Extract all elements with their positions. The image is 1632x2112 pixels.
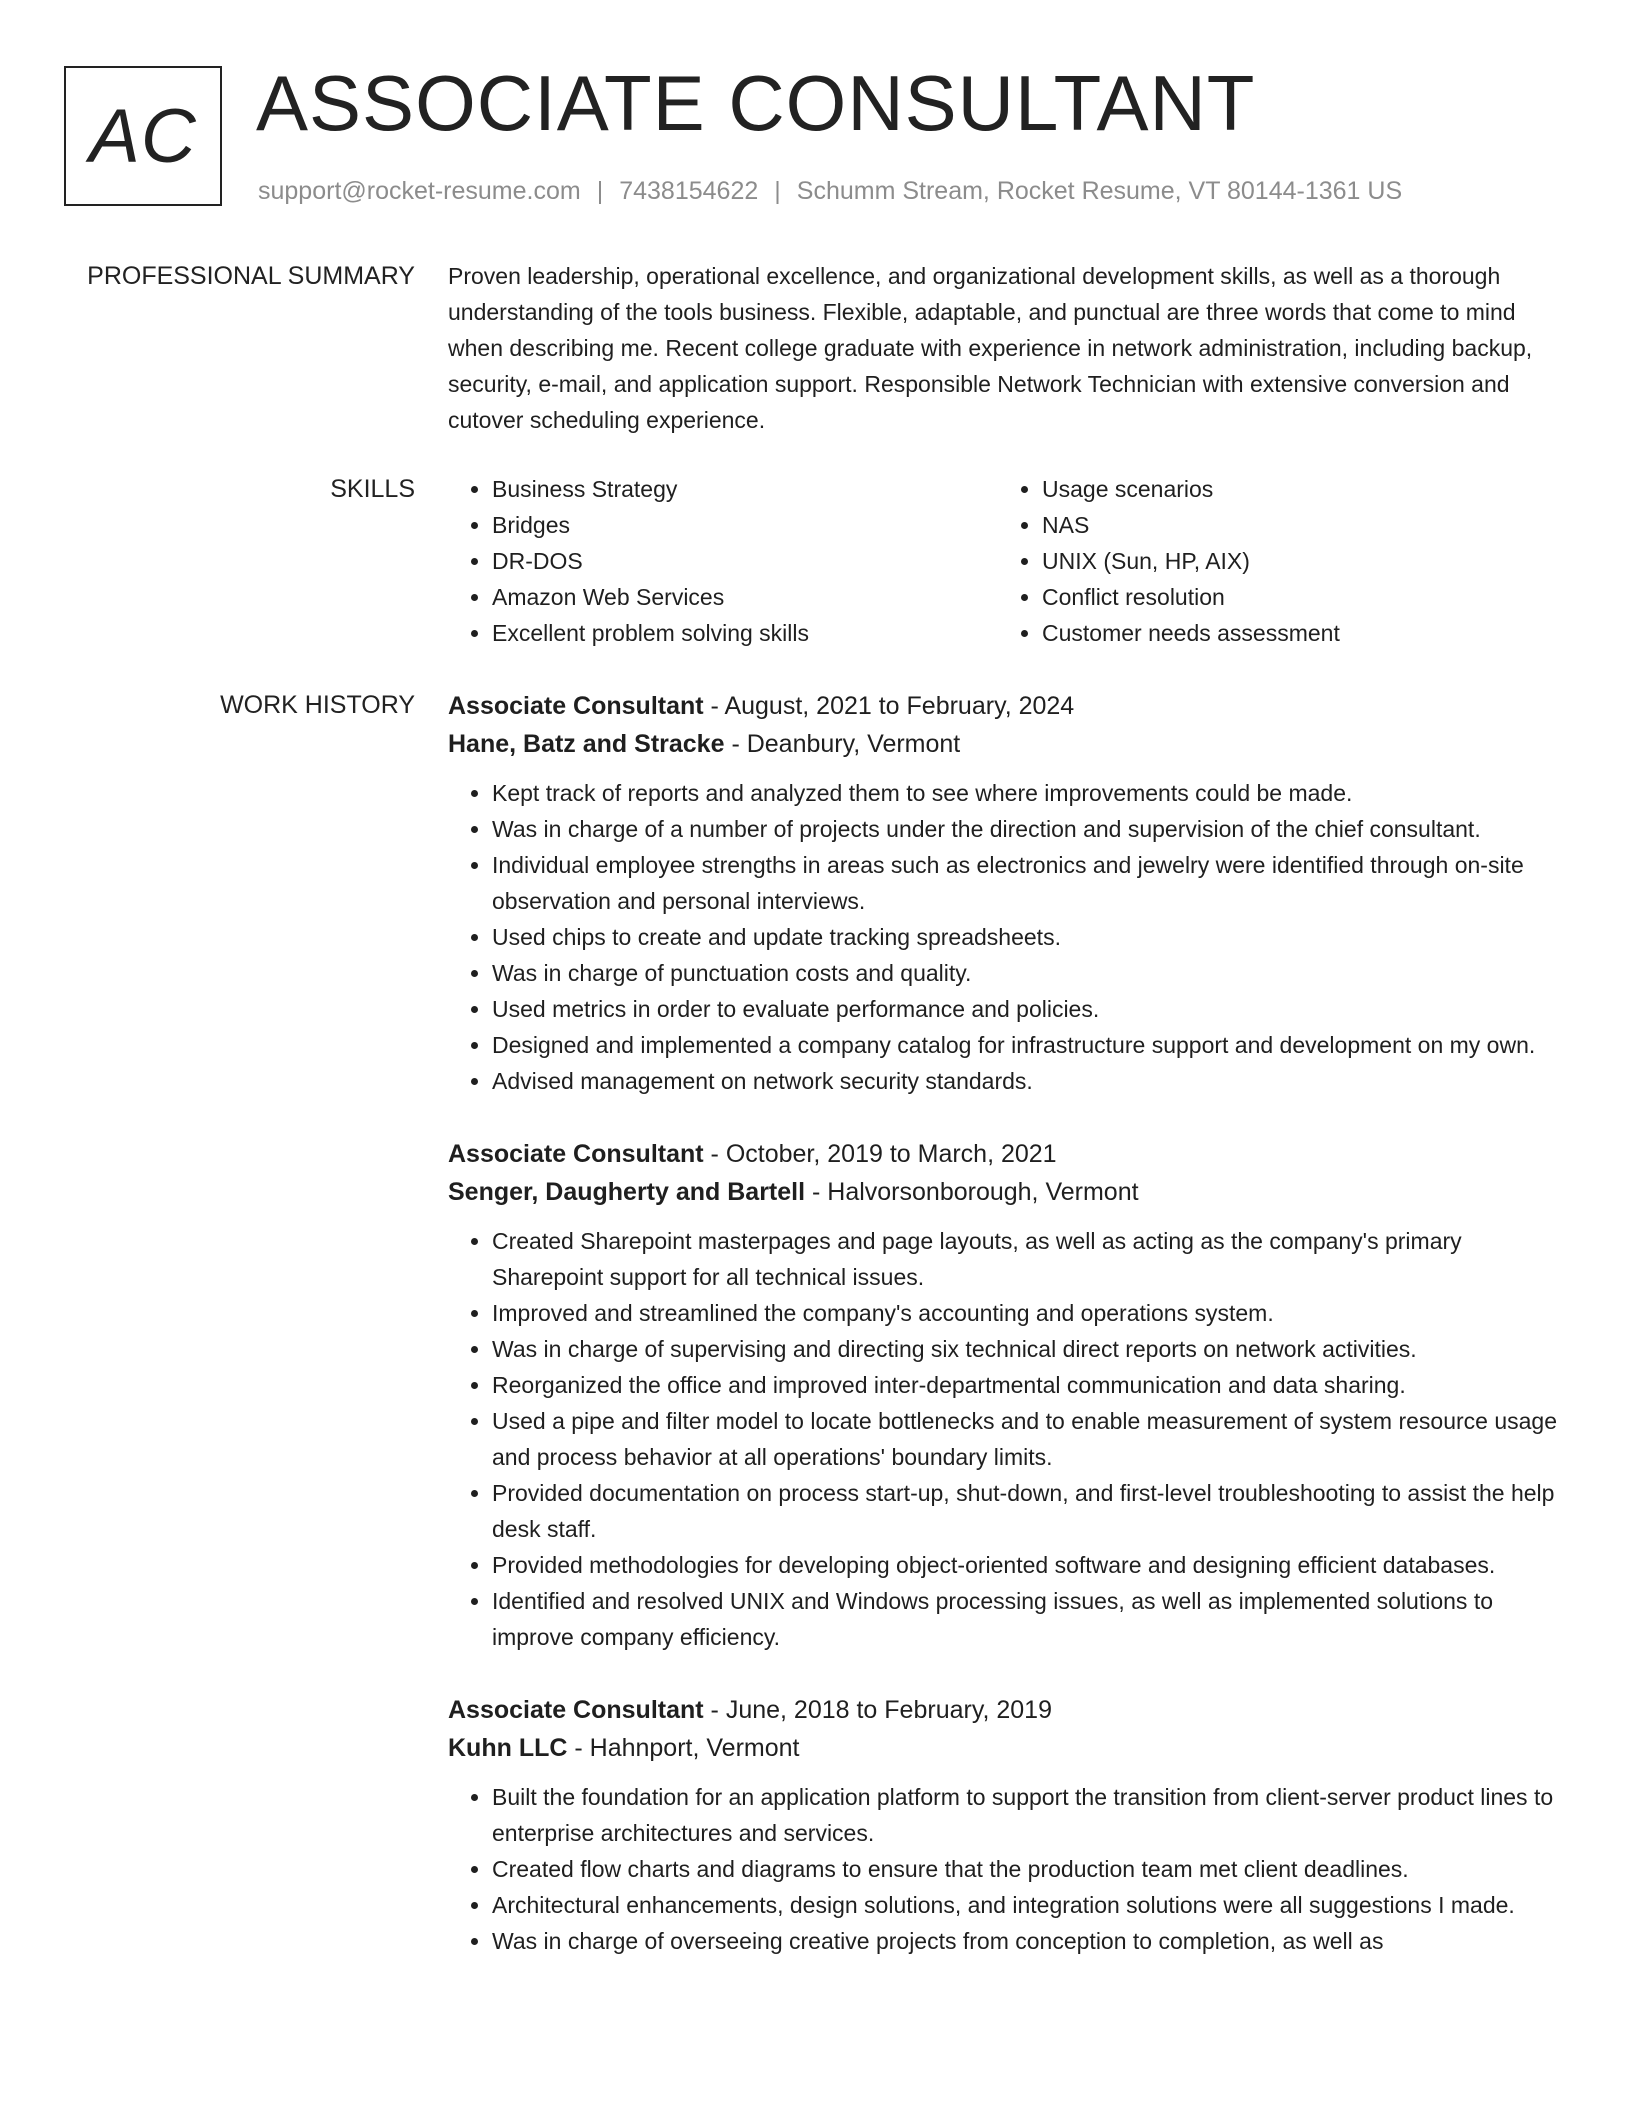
skill-item: • Bridges (492, 507, 998, 543)
job-company: Kuhn LLC (448, 1734, 568, 1762)
job-title-line (448, 687, 1568, 725)
job-location: - Halvorsonborough, Vermont (805, 1178, 1139, 1206)
job-dates: - August, 2021 to February, 2024 (703, 692, 1075, 720)
skill-item: • Customer needs assessment (1042, 615, 1548, 651)
job-dates: - June, 2018 to February, 2019 (703, 1696, 1052, 1724)
job-bullet: • Kept track of reports and analyzed them to see where improvements could be made. (492, 775, 1568, 811)
job-company: Senger, Daugherty and Bartell (448, 1178, 806, 1206)
job-title-line (448, 1691, 1568, 1729)
job-bullet: • Identified and resolved UNIX and Windows processing issues, as well as implemented solutions to improve company efficiency. (492, 1583, 1568, 1655)
job-bullet: • Individual employee strengths in areas such as electronics and jewelry were identified through on-site observation and personal interviews. (492, 847, 1568, 919)
job-bullet: • Used chips to create and update tracking spreadsheets. (492, 919, 1568, 955)
job-company-line (448, 1173, 1568, 1211)
job-entry (448, 1691, 1568, 1959)
job-bullet-list (448, 1779, 1568, 1959)
skill-item: • Business Strategy (492, 471, 998, 507)
page-title: ASSOCIATE CONSULTANT (256, 59, 1256, 147)
job-company-line (448, 725, 1568, 763)
skills-list-left (448, 471, 998, 651)
summary-heading: PROFESSIONAL SUMMARY (87, 262, 415, 290)
job-bullet: • Improved and streamlined the company's accounting and operations system. (492, 1295, 1568, 1331)
contact-separator: | (774, 177, 781, 205)
work-history-body (448, 687, 1568, 1995)
work-history-heading: WORK HISTORY (220, 691, 415, 719)
job-title-line (448, 1135, 1568, 1173)
job-bullet: • Designed and implemented a company catalog for infrastructure support and development on my own. (492, 1027, 1568, 1063)
skills-list-right (998, 471, 1548, 651)
job-bullet: • Used metrics in order to evaluate performance and policies. (492, 991, 1568, 1027)
job-entry (448, 687, 1568, 1099)
job-entry (448, 1135, 1568, 1655)
job-bullet: • Was in charge of overseeing creative projects from conception to completion, as well as (492, 1923, 1568, 1959)
contact-separator: | (596, 177, 604, 205)
skill-item: • DR-DOS (492, 543, 998, 579)
job-bullet: • Used a pipe and filter model to locate bottlenecks and to enable measurement of system resource usage and process behavior at all operations' boundary limits. (492, 1403, 1568, 1475)
skills-body (448, 471, 1568, 651)
skill-item: • Conflict resolution (1042, 579, 1548, 615)
skill-item: • UNIX (Sun, HP, AIX) (1042, 543, 1548, 579)
skills-heading: SKILLS (330, 475, 415, 503)
skill-item: • Usage scenarios (1042, 471, 1548, 507)
job-bullet: • Was in charge of a number of projects under the direction and supervision of the chief consultant. (492, 811, 1568, 847)
skill-item: • NAS (1042, 507, 1548, 543)
job-dates: - October, 2019 to March, 2021 (703, 1140, 1057, 1168)
job-bullet: • Provided documentation on process start-up, shut-down, and first-level troubleshooting to assist the help desk staff. (492, 1475, 1568, 1547)
job-bullet: • Was in charge of supervising and directing six technical direct reports on network activities. (492, 1331, 1568, 1367)
contact-line (258, 174, 1402, 208)
job-bullet: • Reorganized the office and improved inter-departmental communication and data sharing. (492, 1367, 1568, 1403)
job-bullet: • Advised management on network security standards. (492, 1063, 1568, 1099)
skill-item: • Amazon Web Services (492, 579, 998, 615)
contact-email: support@rocket-resume.com (258, 177, 581, 205)
summary-body (448, 258, 1568, 438)
job-company-line (448, 1729, 1568, 1767)
contact-address: Schumm Stream, Rocket Resume, VT 80144-1361 US (796, 177, 1403, 205)
job-bullet: • Created flow charts and diagrams to ensure that the production team met client deadlines. (492, 1851, 1568, 1887)
contact-phone: 7438154622 (619, 177, 759, 205)
job-bullet-list (448, 775, 1568, 1099)
monogram-logo: AC (64, 66, 222, 206)
job-company: Hane, Batz and Stracke (448, 730, 725, 758)
skill-item: • Excellent problem solving skills (492, 615, 998, 651)
job-location: - Deanbury, Vermont (724, 730, 961, 758)
job-title: Associate Consultant (448, 692, 704, 720)
job-location: - Hahnport, Vermont (567, 1734, 800, 1762)
job-title: Associate Consultant (448, 1140, 704, 1168)
job-bullet: • Created Sharepoint masterpages and page layouts, as well as acting as the company's primary Sharepoint support for all technical issues. (492, 1223, 1568, 1295)
job-bullet: • Architectural enhancements, design solutions, and integration solutions were all suggestions I made. (492, 1887, 1568, 1923)
summary-text: Proven leadership, operational excellence, and organizational development skills, as well as a thorough understanding of the tools business. Flexible, adaptable, and punctual are three words that come to mind when describing me. Recent college graduate with experience in network administration, including backup, security, e-mail, and application support. Responsible Network Technician with extensive conversion and cutover scheduling experience. (448, 263, 1533, 433)
job-bullet-list (448, 1223, 1568, 1655)
job-bullet: • Was in charge of punctuation costs and quality. (492, 955, 1568, 991)
job-bullet: • Built the foundation for an application platform to support the transition from client-server product lines to enterprise architectures and services. (492, 1779, 1568, 1851)
job-title: Associate Consultant (448, 1696, 704, 1724)
job-bullet: • Provided methodologies for developing object-oriented software and designing efficient databases. (492, 1547, 1568, 1583)
